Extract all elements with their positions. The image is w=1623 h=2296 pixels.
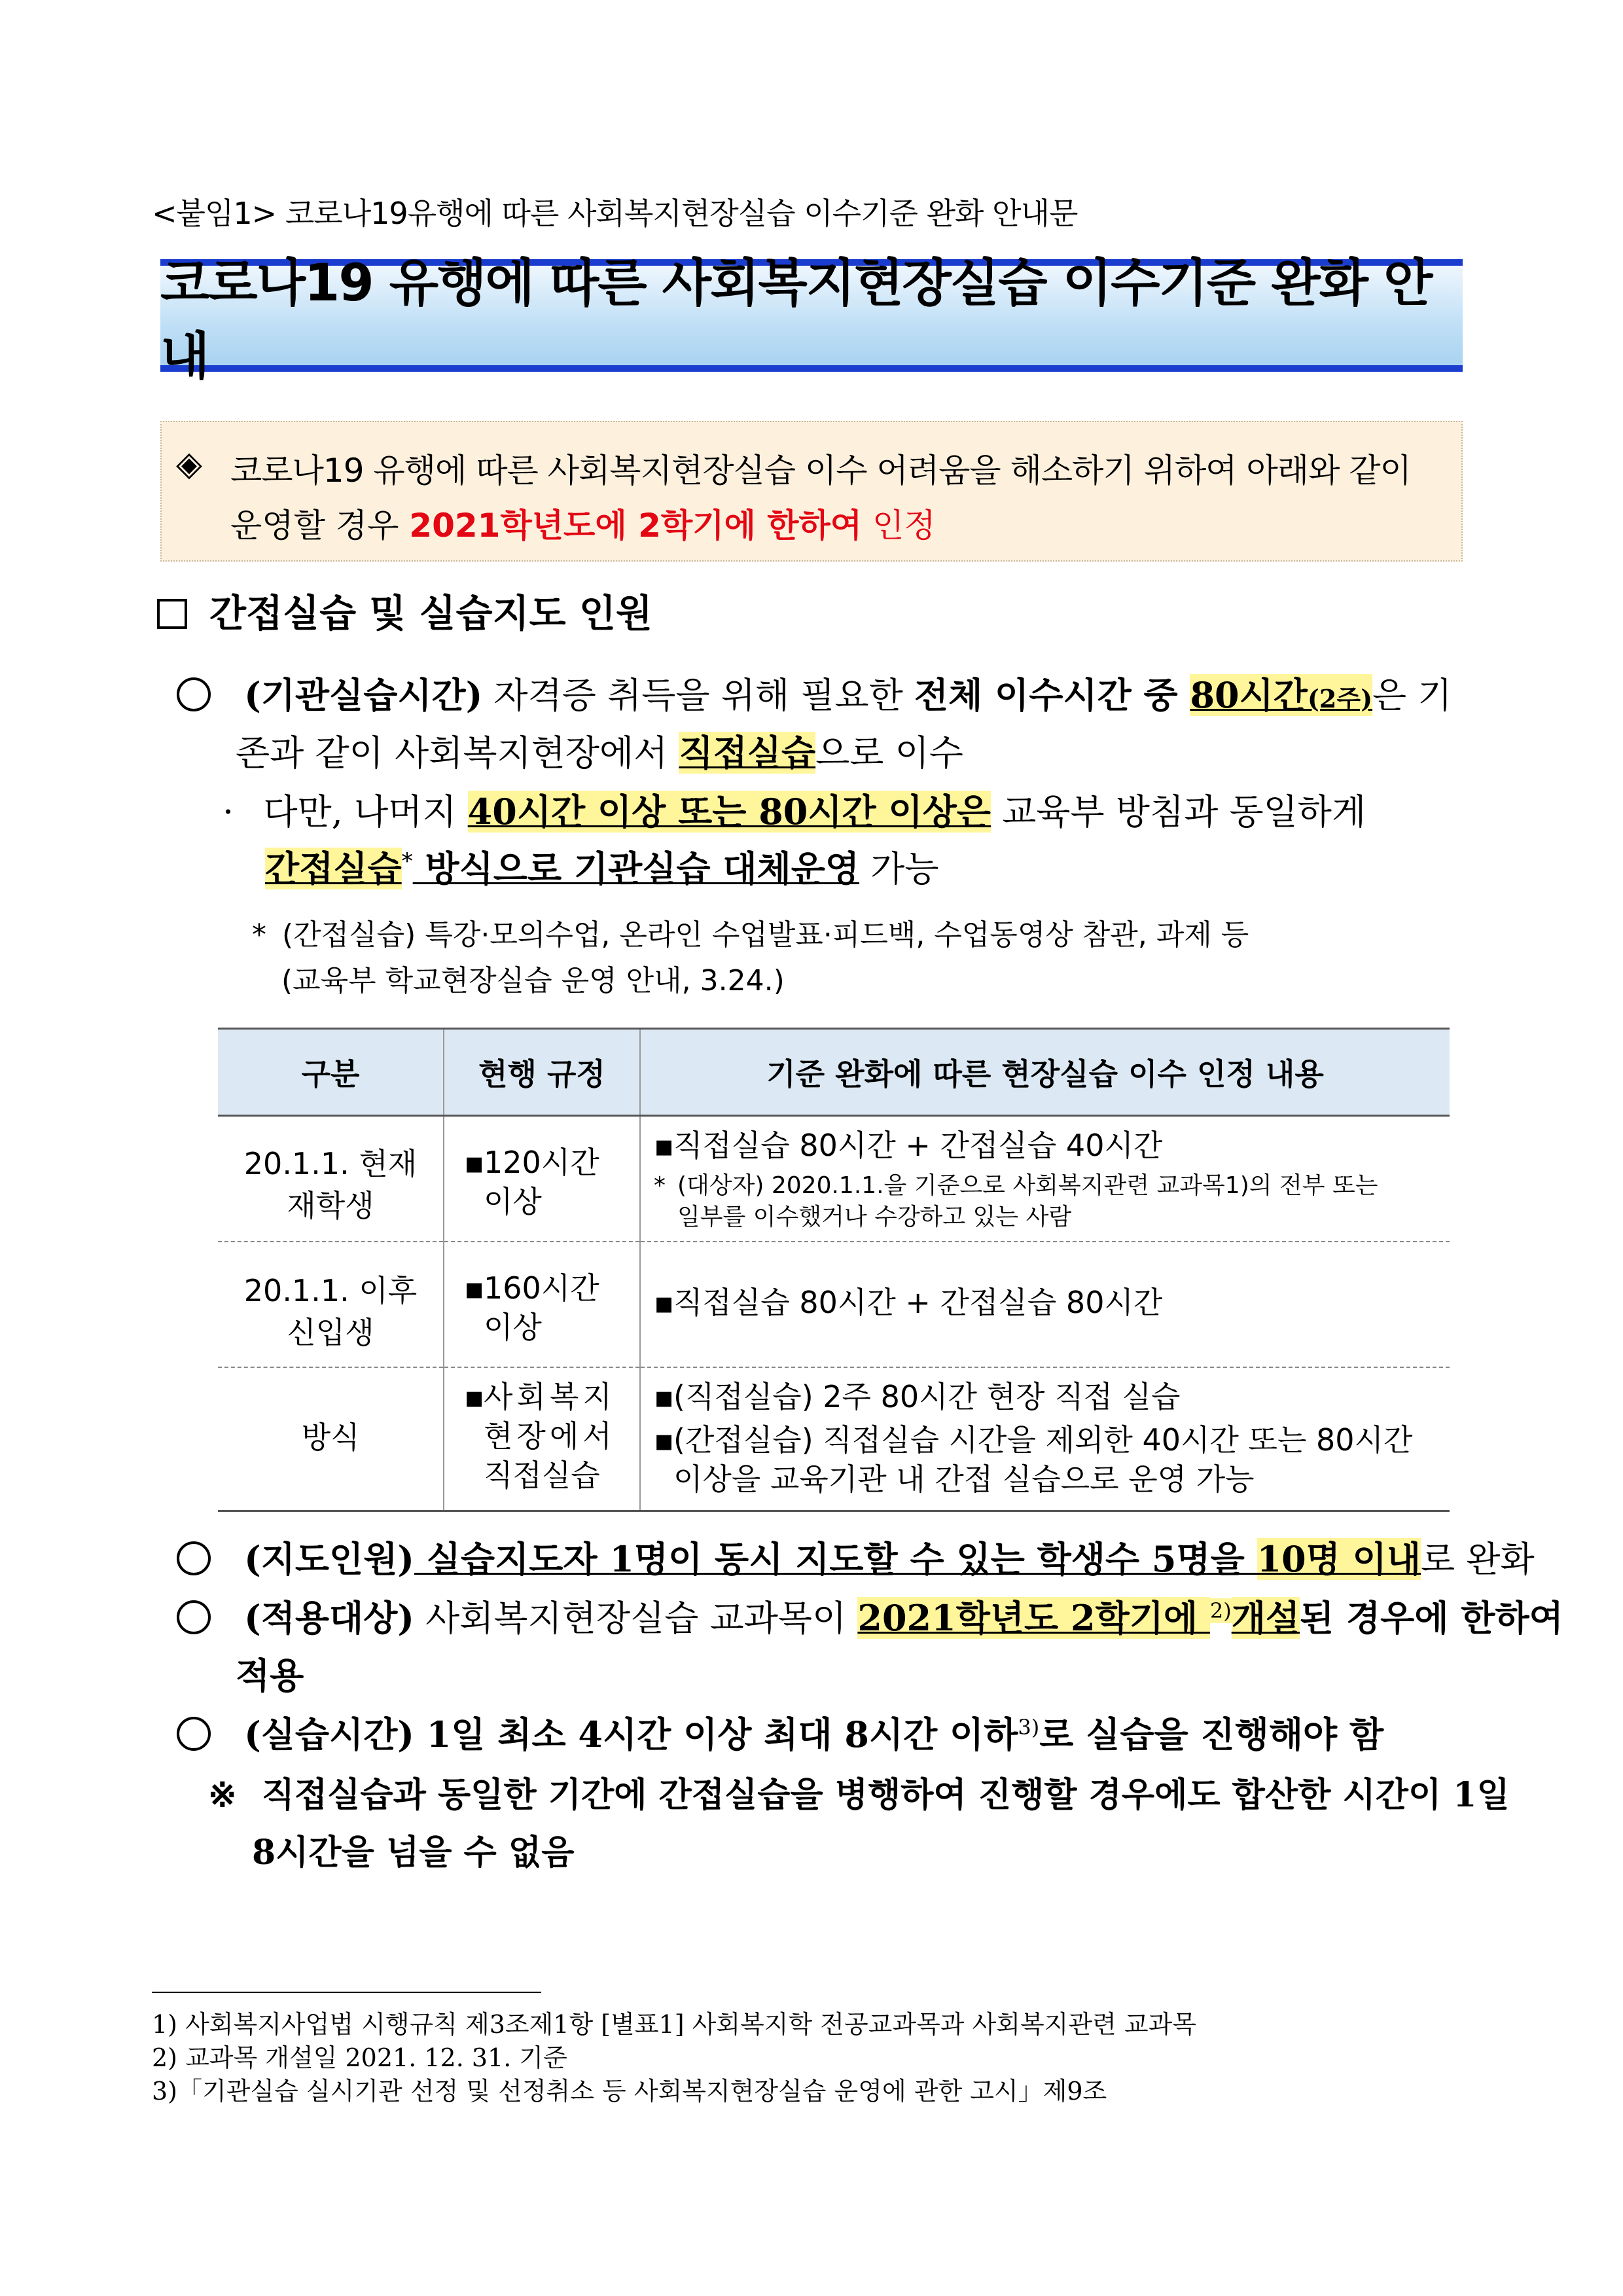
asterisk: * [252, 918, 266, 952]
table-cell [640, 1367, 1450, 1511]
square-bullet-icon: ▪ [464, 1145, 485, 1180]
cell-text: 직접실습 [484, 1457, 600, 1493]
cell-text: (직접실습) 2주 80시간 현장 직접 실습 [673, 1378, 1181, 1414]
hl-text: 80시간 [1190, 674, 1308, 716]
criteria-table [218, 1028, 1450, 1512]
notice-text: 운영할 경우 [230, 507, 410, 545]
cell-text: 이상 [484, 1184, 542, 1219]
item-text: 다만, 나머지 [263, 791, 468, 833]
cell-text: 이상을 교육기관 내 간접 실습으로 운영 가능 [673, 1461, 1255, 1497]
highlight-80h [1190, 674, 1372, 716]
circle-bullet-icon [177, 677, 211, 711]
cell-text: 120시간 [484, 1145, 599, 1180]
table-cell [444, 1242, 640, 1367]
highlight-open: 개설 [1231, 1597, 1300, 1639]
cell-bullet-item [654, 1126, 1450, 1165]
table-cell [640, 1116, 1450, 1242]
square-bullet-icon: ▪ [654, 1422, 675, 1458]
notice-line-2 [230, 499, 936, 547]
warning-line-1 [208, 1767, 1510, 1816]
cell-bullet-item [654, 1283, 1450, 1322]
cell-text: 20.1.1. 현재 [243, 1146, 418, 1181]
footnote-3: 3)「기관실습 실시기관 선정 및 선정취소 등 사회복지현장실습 운영에 관한 고시」제9조 [152, 2077, 1107, 2106]
highlight-semester: 2021학년도 2학기에 [857, 1597, 1210, 1639]
cell-note-text: (대상자) 2020.1.1.을 기준으로 사회복지관련 교과목1)의 전부 또는 [677, 1172, 1378, 1199]
notice-emphasis: 2021학년도에 2학기에 한하여 [409, 507, 863, 545]
table-header: 구분 [218, 1029, 444, 1116]
item-label: (기관실습시간) [244, 674, 483, 716]
sub-paragraph-indirect-line2 [265, 841, 939, 891]
item-bold: 실습지도자 1명이 동시 지도할 수 있는 학생수 5명을 [414, 1538, 1257, 1580]
paragraph-target-line2: 적용 [236, 1655, 304, 1696]
circle-bullet-icon [177, 1600, 211, 1634]
note-line-2: (교육부 학교현장실습 운영 안내, 3.24.) [281, 964, 785, 997]
footnote-ref: 3) [1018, 1715, 1040, 1740]
item-bold: 된 경우에 한하여 [1300, 1597, 1563, 1639]
table-cell [444, 1367, 640, 1511]
notice-suffix: 인정 [862, 507, 936, 545]
cell-text: 사회복지 [484, 1378, 616, 1414]
item-text: 존과 같이 사회복지현장에서 [236, 732, 679, 774]
cell-text: 160시간 [484, 1270, 599, 1306]
table-cell [640, 1242, 1450, 1367]
circle-bullet-icon [177, 1541, 211, 1575]
item-text: 자격증 취득을 위해 필요한 [482, 675, 914, 716]
warning-text: 직접실습과 동일한 기간에 간접실습을 병행하여 진행할 경우에도 합산한 시간이 1일 [261, 1775, 1510, 1815]
cell-note-text: 일부를 이수했거나 수강하고 있는 사람 [677, 1204, 1072, 1230]
cell-bullet-item [464, 1268, 639, 1308]
attachment-label: <붙임1> 코로나19유행에 따른 사회복지현장실습 이수기준 완화 안내문 [152, 196, 1078, 231]
item-bold: 방식으로 기관실습 대체운영 [412, 848, 860, 889]
cell-text: 직접실습 80시간 + 간접실습 80시간 [673, 1284, 1163, 1320]
item-label: (적용대상) [244, 1597, 414, 1639]
middle-dot: · [223, 791, 234, 833]
notice-line-1: 코로나19 유행에 따른 사회복지현장실습 이수 어려움을 해소하기 위하여 아래와 같이 [230, 452, 1411, 490]
item-text-end: 은 기 [1372, 675, 1452, 716]
item-label: (지도인원) [244, 1538, 414, 1580]
cell-bullet-item [464, 1377, 639, 1416]
highlight-direct: 직접실습 [679, 732, 816, 774]
square-bullet-icon: ▪ [654, 1378, 675, 1414]
table-cell [218, 1116, 444, 1242]
checkbox-square-icon [157, 599, 187, 629]
item-bold: 1일 최소 4시간 이상 최대 8시간 이하 [414, 1713, 1018, 1755]
cell-text: 20.1.1. 이후 [243, 1272, 418, 1308]
paragraph-practice-hours [177, 668, 1452, 718]
item-text: 사회복지현장실습 교과목이 [414, 1598, 858, 1639]
document-title: 코로나19 유행에 따른 사회복지현장실습 이수기준 완화 안내 [160, 254, 1432, 386]
paragraph-supervision [177, 1532, 1535, 1582]
square-bullet-icon: ▪ [464, 1270, 485, 1306]
footnote-1: 1) 사회복지사업법 시행규칙 제3조제1항 [별표1] 사회복지학 전공교과목과 사회복지관련 교과목 [152, 2010, 1197, 2039]
hl-paren: (2주) [1307, 684, 1373, 713]
footnote-divider [152, 1992, 541, 1993]
highlight-hours: 40시간 이상 또는 80시간 이상은 [467, 791, 991, 833]
diamond-bullet-icon: ◈ [176, 444, 202, 484]
table-cell [218, 1367, 444, 1511]
circle-bullet-icon [177, 1717, 211, 1751]
cell-text: (간접실습) 직접실습 시간을 제외한 40시간 또는 80시간 [673, 1422, 1413, 1458]
paragraph-target [177, 1590, 1563, 1641]
notice-box [160, 421, 1463, 562]
cell-text: 재학생 [287, 1188, 374, 1223]
section-title: 간접실습 및 실습지도 인원 [209, 591, 652, 636]
cell-bullet-item [654, 1420, 1450, 1460]
square-bullet-icon: ▪ [654, 1284, 675, 1320]
highlight-10: 10명 이내 [1257, 1538, 1421, 1580]
table-header-row [218, 1029, 1450, 1116]
item-bold: 전체 이수시간 중 [914, 674, 1190, 716]
cell-bullet-item [654, 1377, 1450, 1416]
table-cell [218, 1242, 444, 1367]
table-row [218, 1242, 1450, 1367]
cell-text: 현장에서 [484, 1418, 616, 1454]
square-bullet-icon: ▪ [654, 1128, 675, 1163]
item-text: 교육부 방침과 동일하게 [990, 791, 1366, 833]
cell-note: * (대상자) 2020.1.1.을 기준으로 사회복지관련 교과목1)의 전부 또는 [654, 1172, 1378, 1199]
item-text: 가능 [859, 848, 939, 889]
footnote-ref: 2) [1209, 1598, 1232, 1623]
item-text: 로 완화 [1421, 1539, 1535, 1580]
item-text: 으로 이수 [815, 732, 963, 774]
note-text: (간접실습) 특강·모의수업, 온라인 수업발표·피드백, 수업동영상 참관, 과제 등 [282, 918, 1249, 952]
table-row [218, 1116, 1450, 1242]
table-cell [444, 1116, 640, 1242]
table-row [218, 1367, 1450, 1511]
paragraph-practice-hours-line2 [236, 725, 963, 776]
item-bold: 로 실습을 진행해야 함 [1039, 1713, 1384, 1755]
table-header: 기준 완화에 따른 현장실습 이수 인정 내용 [640, 1029, 1450, 1116]
footnote-2: 2) 교과목 개설일 2021. 12. 31. 기준 [152, 2043, 567, 2072]
section-heading [157, 583, 652, 637]
reference-mark-icon: ※ [208, 1775, 237, 1815]
warning-line-2: 8시간을 넘을 수 없음 [252, 1833, 575, 1873]
table-header: 현행 규정 [444, 1029, 640, 1116]
paragraph-hours [177, 1707, 1383, 1757]
sub-paragraph-indirect [223, 784, 1366, 834]
note-line-1 [252, 911, 1249, 953]
cell-bullet-item [464, 1143, 639, 1182]
document-title-banner [160, 254, 1463, 386]
cell-text: 방식 [301, 1419, 360, 1455]
cell-text: 직접실습 80시간 + 간접실습 40시간 [673, 1128, 1163, 1163]
highlight-indirect: 간접실습 [265, 848, 402, 889]
cell-text: 이상 [484, 1309, 542, 1345]
asterisk: * [401, 848, 413, 874]
cell-text: 신입생 [287, 1314, 374, 1350]
item-label: (실습시간) [244, 1713, 414, 1755]
square-bullet-icon: ▪ [464, 1378, 485, 1414]
